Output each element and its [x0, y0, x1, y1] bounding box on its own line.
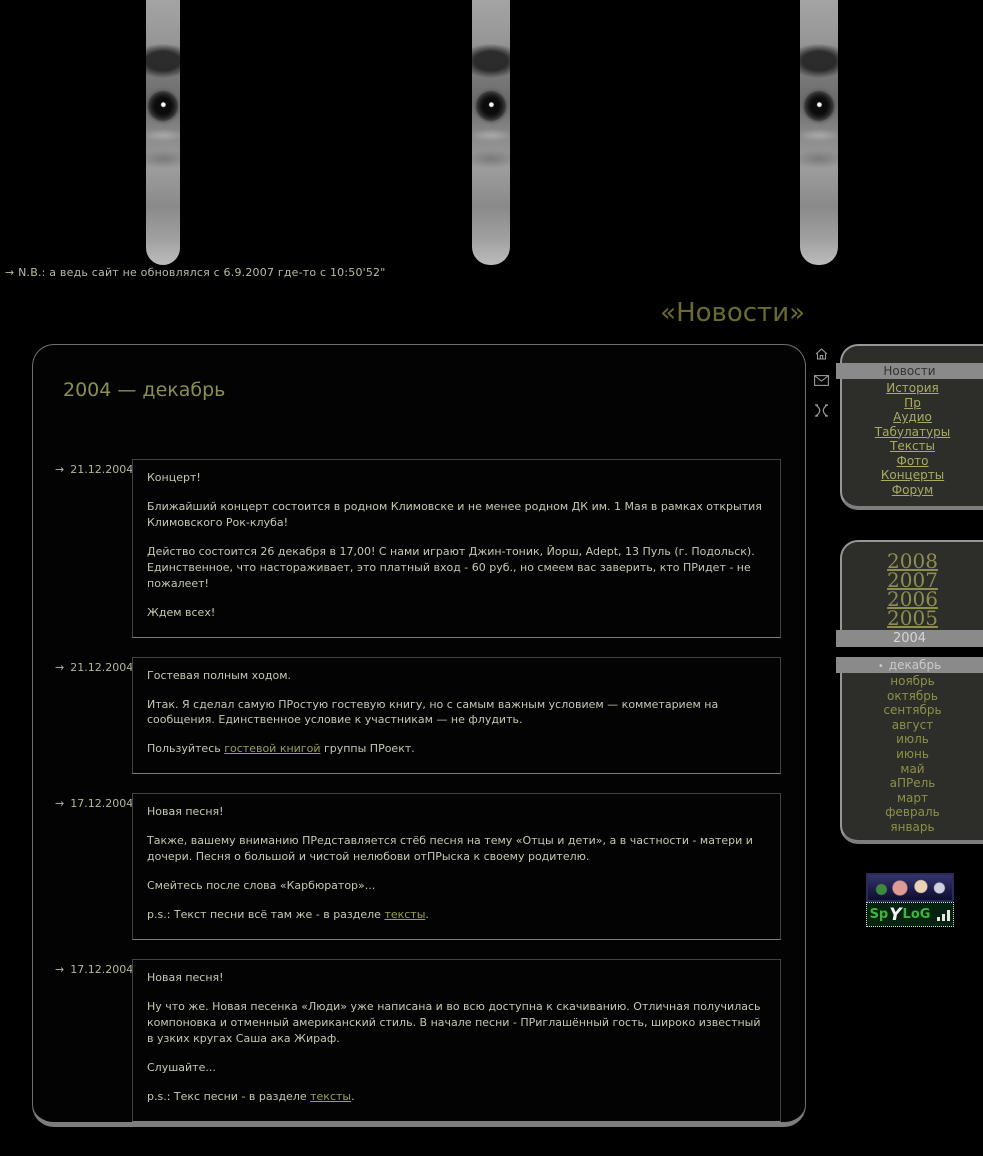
news-entries	[33, 459, 805, 1122]
month-link-july[interactable]: июль	[896, 732, 929, 747]
arrow-icon: →	[55, 963, 65, 976]
nav-item-lyrics[interactable]: Тексты	[889, 439, 936, 453]
entry-paragraph: Новая песня!	[147, 805, 224, 819]
entry-paragraph: Действо состоится 26 декабря в 17,00! С нами играют Джин-тоник, Йорш, Adept, 13 Пуль (г. Подольск). Единственное, что настораживает, это платный вход - 60 руб., но смеем вас заверить, кто ПРидет - не пожалеет!	[147, 544, 755, 590]
guestbook-icon[interactable]	[814, 403, 829, 418]
year-link-2008[interactable]: 2008	[887, 549, 938, 573]
month-link-may[interactable]: май	[900, 761, 925, 776]
nav-item-audio[interactable]: Аудио	[893, 410, 932, 424]
entry-body	[132, 959, 781, 1122]
month-link-september[interactable]: сентябрь	[883, 703, 942, 718]
news-panel	[32, 344, 806, 1127]
entry-paragraph: Новая песня!	[147, 971, 224, 984]
entry-paragraph: Ну что же. Новая песенка «Люди» уже написана и во всю доступна к скачиванию. Отличная получилась компоновка и отменный американский стиль. В начале песни - ПРиглашённый гость, широко известный в узких кругах Саша ака Жираф.	[147, 999, 761, 1045]
sidebar-nav-panel	[840, 344, 983, 510]
spylog-text-y: Y	[889, 904, 902, 925]
entry-paragraph: Ждем всех!	[147, 605, 216, 619]
nav-item-tabs[interactable]: Табулатуры	[874, 424, 951, 439]
entry-paragraph: p.s.: Текст песни всё там же - в разделе тексты.	[147, 908, 429, 922]
entry-date-text: 17.12.2004	[70, 963, 134, 976]
spylog-cartoon-image	[866, 873, 954, 902]
entry-paragraph: Слушайте...	[147, 1060, 216, 1074]
entry-date-text: 17.12.2004	[70, 797, 134, 811]
years-list	[842, 549, 983, 630]
spylog-badge[interactable]	[866, 873, 954, 931]
entry-paragraph: Итак. Я сделал самую ПРостую гостевую книгу, но с самым важным условием — комметарием на сообщения. Единственное условие к участникам — не флудить.	[147, 697, 719, 727]
year-link-2005[interactable]: 2005	[887, 606, 938, 630]
nav-item-history[interactable]: История	[886, 381, 939, 395]
year-active-2004: 2004	[836, 630, 983, 647]
nav-item-pr[interactable]: Пр	[904, 395, 921, 410]
lyrics-link[interactable]: тексты	[384, 908, 426, 922]
nav-item-forum[interactable]: Форум	[891, 482, 934, 497]
bullet-icon: •	[877, 661, 884, 672]
year-link-2006[interactable]: 2006	[887, 587, 938, 611]
entry-paragraph: Пользуйтесь гостевой книгой группы ПРоект.	[147, 742, 415, 756]
entry-paragraph: Гостевая полным ходом.	[147, 668, 291, 682]
arrow-icon: →	[55, 797, 65, 811]
entry-date	[33, 459, 132, 638]
eye-photo-strip-right	[800, 0, 838, 265]
bar-chart-icon	[935, 909, 950, 921]
month-link-april[interactable]: аПРель	[889, 776, 936, 791]
month-link-january[interactable]: январь	[890, 819, 935, 834]
quick-icons	[812, 347, 830, 431]
month-title: 2004 — декабрь	[63, 379, 226, 401]
news-entry	[33, 459, 781, 638]
entry-paragraph: Ближайший концерт состоится в родном Климовске и не менее родном ДК им. 1 Мая в рамках открытия Климовского Рок-клуба!	[147, 499, 762, 529]
spylog-text-log: LoG	[902, 907, 931, 922]
years-panel	[840, 540, 983, 645]
entry-date	[33, 793, 132, 940]
month-link-march[interactable]: март	[896, 790, 928, 805]
page-title: «Новости»	[660, 298, 805, 328]
month-link-october[interactable]: октябрь	[887, 688, 938, 703]
month-link-june[interactable]: июнь	[896, 746, 929, 761]
entry-paragraph: Смейтесь после слова «Карбюратор»...	[147, 879, 376, 893]
month-link-february[interactable]: февраль	[885, 805, 940, 820]
home-icon[interactable]	[814, 347, 829, 362]
entry-body	[132, 793, 781, 940]
entry-date-text: 21.12.2004	[70, 660, 134, 674]
entry-paragraph: Концерт!	[147, 471, 201, 484]
entry-date	[33, 657, 132, 775]
entry-paragraph: Также, вашему вниманию ПРедставляется стёб песня на тему «Отцы и дети», а в частности - матери и дочери. Песня о большой и чистой нелюбови отПРыска к своему родителю.	[147, 834, 753, 864]
entry-body	[132, 459, 781, 638]
spylog-logo	[866, 902, 954, 927]
spylog-text-sp: Sp	[869, 907, 889, 922]
news-entry	[33, 657, 781, 775]
news-entry	[33, 793, 781, 940]
entry-date	[33, 959, 132, 1122]
nav-item-concerts[interactable]: Концерты	[880, 468, 945, 482]
entry-body	[132, 657, 781, 775]
lyrics-link[interactable]: тексты	[310, 1089, 352, 1103]
months-list	[842, 674, 983, 835]
site-update-note: → N.B.: а ведь сайт не обновлялся с 6.9.2007 где-то с 10:50'52"	[5, 266, 386, 279]
arrow-icon: →	[55, 660, 65, 674]
mail-icon[interactable]	[814, 375, 829, 390]
eye-photo-strip-left	[146, 0, 180, 265]
year-link-2007[interactable]: 2007	[887, 568, 938, 592]
entry-paragraph: p.s.: Текс песни - в разделе тексты.	[147, 1089, 355, 1103]
months-panel	[840, 657, 983, 844]
guestbook-link[interactable]: гостевой книгой	[224, 742, 321, 756]
month-link-november[interactable]: ноябрь	[890, 674, 935, 688]
eye-photo-strip-center	[472, 0, 510, 265]
nav-item-photo[interactable]: Фото	[896, 453, 929, 468]
news-entry	[33, 959, 781, 1122]
entry-date-text: 21.12.2004	[70, 463, 134, 476]
month-active-december: • декабрь	[836, 657, 983, 673]
month-link-august[interactable]: август	[891, 717, 934, 732]
arrow-icon: →	[55, 463, 65, 476]
nav-item-news-active: Новости	[836, 363, 983, 379]
nav-list	[842, 381, 983, 497]
